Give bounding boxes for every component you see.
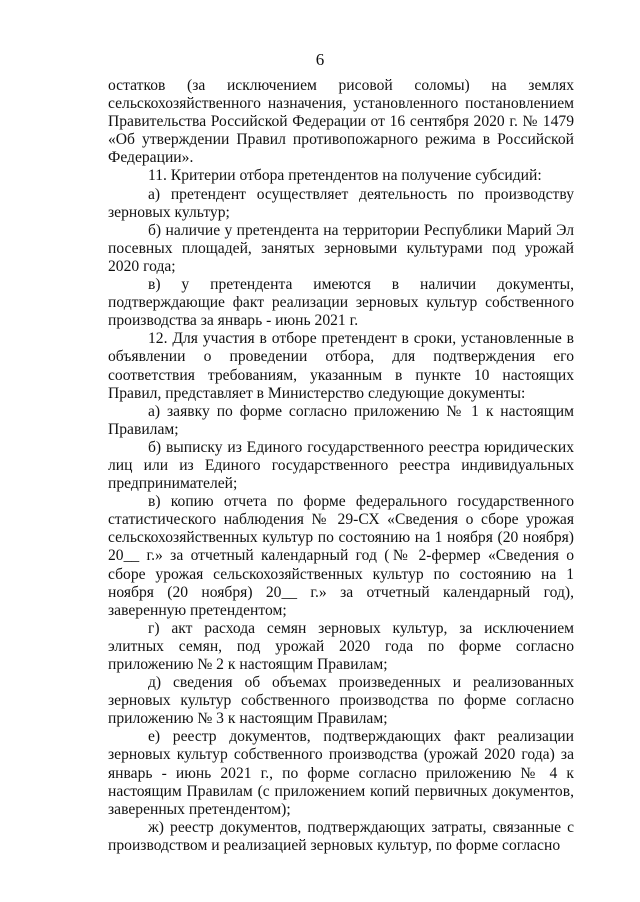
paragraph-item-12: 12. Для участия в отборе претендент в сроки, установленные в объявлении о проведении отбора, для подтверждения его соответствия требованиям, указанным в пункте 10 настоящих Правил, представляет в Министерство следующие документы:: [108, 330, 574, 402]
paragraph-item-12b: б) выписку из Единого государственного реестра юридических лиц или из Единого государственного реестра индивидуальных предпринимателей;: [108, 438, 574, 493]
paragraph-item-12v: в) копию отчета по форме федерального государственного статистического наблюдения № 29-СХ «Сведения о сборе урожая сельскохозяйственных культур по состоянию на 1 ноября (20 ноября) 20__ г.» за отчетный календарный год (№ 2-фермер «Сведения о сборе урожая сельскохозяйственных культур по состоянию на 1 ноября (20 ноября) 20__ г.» за отчетный календарный год), заверенную претендентом;: [108, 493, 574, 619]
paragraph-continuation: остатков (за исключением рисовой соломы) на землях сельскохозяйственного назначения, установленного постановлением Правительства Российской Федерации от 16 сентября 2020 г. № 1479 «Об утверждении Правил противопожарного режима в Российской Федерации».: [108, 77, 574, 167]
paragraph-item-11v: в) у претендента имеются в наличии документы, подтверждающие факт реализации зерновых культур собственного производства за январь - июнь 2021 г.: [108, 276, 574, 330]
paragraph-item-11: 11. Критерии отбора претендентов на получение субсидий:: [148, 167, 542, 185]
paragraph-item-12g: г) акт расхода семян зерновых культур, за исключением элитных семян, под урожай 2020 года по форме согласно приложению № 2 к настоящим Правилам;: [108, 619, 574, 673]
paragraph-item-11a: а) претендент осуществляет деятельность по производству зерновых культур;: [108, 185, 574, 221]
page-number: 6: [315, 50, 325, 69]
paragraph-item-12d: д) сведения об объемах произведенных и реализованных зерновых культур собственного производства по форме согласно приложению № 3 к настоящим Правилам;: [108, 674, 574, 728]
document-body: [108, 77, 574, 855]
paragraph-item-11b: б) наличие у претендента на территории Республики Марий Эл посевных площадей, занятых зерновыми культурами под урожай 2020 года;: [108, 221, 574, 275]
paragraph-item-12e: е) реестр документов, подтверждающих факт реализации зерновых культур собственного производства (урожай 2020 года) за январь - июнь 2021 г., по форме согласно приложению № 4 к настоящим Правилам (с приложением копий первичных документов, заверенных претендентом);: [108, 728, 574, 818]
paragraph-item-12a: а) заявку по форме согласно приложению № 1 к настоящим Правилам;: [108, 402, 574, 438]
paragraph-item-12zh: ж) реестр документов, подтверждающих затраты, связанные с производством и реализацией зерновых культур, по форме согласно: [108, 818, 574, 854]
